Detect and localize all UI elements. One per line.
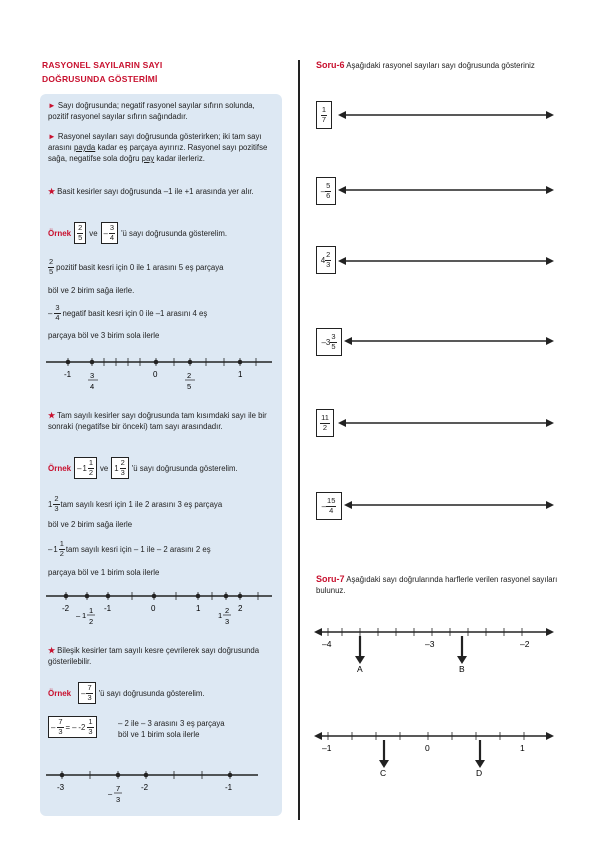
- point-1: [238, 360, 243, 365]
- q6-number-box: – $\frac{15}{4}$: [316, 492, 342, 520]
- arrow-right-icon: [546, 257, 554, 265]
- example-3-conversion: [48, 716, 97, 738]
- info-panel: [40, 94, 282, 816]
- example-2-step-2: – 1 $\frac{1}{2}$ tam sayılı kesri için – 1 ile – 2 arasını 2 eş: [48, 539, 211, 558]
- q7-number-line-2: [314, 726, 554, 782]
- fraction-box: – 1 $\frac{1}{2}$: [74, 457, 97, 479]
- point-minus-2: [144, 773, 149, 778]
- example-1-header: Örnek $\frac{2}{5}$ ve – $\frac{3}{4}$ 'ü sayı doğrusunda gösterelim.: [48, 222, 227, 244]
- letter-a: A: [357, 664, 363, 674]
- point-minus-three-quarters: [90, 360, 95, 365]
- arrow-right-icon: [546, 501, 554, 509]
- star-bullet-icon: ★: [48, 187, 55, 196]
- q6-number-box: – 3 $\frac{3}{5}$: [316, 328, 342, 356]
- example-1-step-1-line2: böl ve 2 birim sağa ilerle.: [48, 286, 135, 295]
- point-one-two-thirds: [224, 594, 229, 599]
- fraction-box: – $\frac{7}{3}$: [78, 682, 96, 704]
- q6-number-line[interactable]: [338, 254, 554, 268]
- column-divider: [298, 60, 300, 820]
- fraction-den: 2: [89, 617, 94, 626]
- tick-label: -2: [62, 604, 70, 613]
- arrow-left-icon: [344, 501, 352, 509]
- arrow-down-icon: [457, 656, 467, 664]
- example-1-step-2-line2: parçaya böl ve 3 birim sola ilerle: [48, 331, 160, 340]
- fraction-num: 3: [90, 371, 95, 380]
- q6-number-box: $\frac{1}{7}$: [316, 101, 332, 129]
- fraction-box: 1 $\frac{2}{3}$: [111, 457, 129, 479]
- q6-number-line[interactable]: [344, 498, 554, 512]
- fraction-den: 5: [187, 382, 192, 391]
- tick-label: 0: [153, 370, 158, 379]
- paragraph-2: ► Rasyonel sayıları sayı doğrusunda gösterirken; iki tam sayı arasını payda kadar eş parçaya ayırırız. Rasyonel sayı pozitifse sağa, negatifse sola doğru pay kadar ilerleriz.: [48, 132, 268, 163]
- tick-label: –4: [322, 639, 332, 649]
- arrow-right-icon: [546, 628, 554, 636]
- point-minus-2: [64, 594, 69, 599]
- point-minus-one-half: [85, 594, 90, 599]
- arrow-left-icon: [338, 257, 346, 265]
- star-bullet-icon: ★: [48, 411, 55, 420]
- tick-label: –2: [520, 639, 530, 649]
- fraction-num: 1: [89, 606, 94, 615]
- point-minus-1: [228, 773, 233, 778]
- point-2: [238, 594, 243, 599]
- q7-number-line-1: [314, 622, 554, 678]
- example-3-step: – 2 ile – 3 arasını 3 eş parçaya böl ve 1 birim sola ilerle: [118, 719, 225, 739]
- tick-label: 1: [196, 604, 201, 613]
- fraction-whole: 1: [82, 611, 87, 620]
- fraction-den: 3: [116, 795, 121, 804]
- q6-number-line[interactable]: [338, 108, 554, 122]
- letter-d: D: [476, 768, 483, 778]
- fraction-num: 2: [225, 606, 230, 615]
- letter-c: C: [380, 768, 387, 778]
- arrow-left-icon: [344, 337, 352, 345]
- point-two-fifths: [188, 360, 193, 365]
- equals-sign: =: [65, 722, 71, 732]
- number-line-3: [44, 765, 276, 811]
- fraction-box: $\frac{2}{5}$: [74, 222, 86, 244]
- point-minus-1: [106, 594, 111, 599]
- fraction-num: 7: [116, 784, 121, 793]
- point-0: [152, 594, 157, 599]
- arrow-left-icon: [314, 732, 322, 740]
- triangle-bullet-icon: ►: [48, 132, 56, 141]
- point-minus-1: [66, 360, 71, 365]
- question-7-prompt: Soru-7 Aşağıdaki sayı doğrularında harflerle verilen rasyonel sayıları bulunuz.: [316, 574, 558, 595]
- letter-b: B: [459, 664, 465, 674]
- fraction-whole: 1: [218, 611, 223, 620]
- example-3-header: Örnek – $\frac{7}{3}$ 'ü sayı doğrusunda gösterelim.: [48, 682, 205, 704]
- conversion-box: – $\frac{7}{3}$ = – -2 $\frac{1}{3}$: [48, 716, 97, 738]
- point-minus-seven-thirds: [116, 773, 121, 778]
- q6-number-box: – $\frac{5}{6}$: [316, 177, 336, 205]
- tick-label: -3: [57, 783, 65, 792]
- example-2-step-1-line2: böl ve 2 birim sağa ilerle: [48, 520, 133, 529]
- tick-label: 0: [151, 604, 156, 613]
- example-2-step-2-line2: parçaya böl ve 1 birim sola ilerle: [48, 568, 160, 577]
- arrow-left-icon: [314, 628, 322, 636]
- example-2-step-1: 1 $\frac{2}{3}$ tam sayılı kesri için 1 ile 2 arasını 3 eş parçaya: [48, 494, 223, 513]
- point-minus-3: [60, 773, 65, 778]
- q6-number-line[interactable]: [338, 183, 554, 197]
- q6-number-line[interactable]: [338, 416, 554, 430]
- star-bullet-icon: ★: [48, 646, 55, 655]
- example-1-step-2: – $\frac{3}{4}$ negatif basit kesri için 0 ile –1 arasını 4 eş: [48, 303, 208, 322]
- triangle-bullet-icon: ►: [48, 101, 56, 110]
- tick-label: -2: [141, 783, 149, 792]
- tick-label: 1: [520, 743, 525, 753]
- point-0: [154, 360, 159, 365]
- arrow-left-icon: [338, 419, 346, 427]
- number-line-2: [44, 586, 276, 630]
- tick-label: 0: [425, 743, 430, 753]
- tick-label: –1: [322, 743, 332, 753]
- arrow-down-icon: [355, 656, 365, 664]
- arrow-right-icon: [546, 419, 554, 427]
- example-1-step-1: $\frac{2}{5}$ pozitif basit kesri için 0 ile 1 arasını 5 eş parçaya: [49, 257, 224, 276]
- arrow-down-icon: [475, 760, 485, 768]
- arrow-right-icon: [546, 732, 554, 740]
- tick-label: 1: [238, 370, 243, 379]
- tick-label: -1: [64, 370, 72, 379]
- arrow-right-icon: [546, 111, 554, 119]
- arrow-right-icon: [546, 337, 554, 345]
- arrow-down-icon: [379, 760, 389, 768]
- section-title: RASYONEL SAYILARIN SAYI DOĞRUSUNDA GÖSTERİMİ: [42, 60, 163, 84]
- paragraph-3: ★ Basit kesirler sayı doğrusunda –1 ile +1 arasında yer alır.: [48, 187, 254, 196]
- tick-label: –3: [425, 639, 435, 649]
- example-2-header: Örnek – 1 $\frac{1}{2}$ ve 1 $\frac{2}{3}$ 'ü sayı doğrusunda gösterelim.: [48, 457, 238, 479]
- tick-label: -1: [225, 783, 233, 792]
- fraction-box: – $\frac{3}{4}$: [101, 222, 119, 244]
- fraction-den: 3: [225, 617, 230, 626]
- paragraph-5: ★ Bileşik kesirler tam sayılı kesre çevrilerek sayı doğrusunda gösterilebilir.: [48, 646, 260, 666]
- arrow-left-icon: [338, 186, 346, 194]
- arrow-right-icon: [546, 186, 554, 194]
- q6-number-box: $\frac{11}{2}$: [316, 409, 334, 437]
- q6-number-box: 4 $\frac{2}{3}$: [316, 246, 336, 274]
- fraction-sign: –: [76, 611, 81, 620]
- point-1: [196, 594, 201, 599]
- fraction-den: 4: [90, 382, 95, 391]
- paragraph-1: ► Sayı doğrusunda; negatif rasyonel sayılar sıfırın solunda, pozitif rasyonel sayılar sıfırın sağındadır.: [48, 101, 255, 121]
- question-6-prompt: Soru-6 Aşağıdaki rasyonel sayıları sayı doğrusunda gösteriniz: [316, 60, 535, 70]
- arrow-left-icon: [338, 111, 346, 119]
- tick-label: 2: [238, 604, 243, 613]
- number-line-1: [44, 352, 276, 396]
- paragraph-4: ★ Tam sayılı kesirler sayı doğrusunda tam kısımdaki sayı ile bir sonraki (negatifse bir önceki) tam sayı arasındadır.: [48, 411, 267, 431]
- fraction-sign: –: [108, 789, 113, 798]
- tick-label: -1: [104, 604, 112, 613]
- q6-number-line[interactable]: [344, 334, 554, 348]
- fraction-num: 2: [187, 371, 192, 380]
